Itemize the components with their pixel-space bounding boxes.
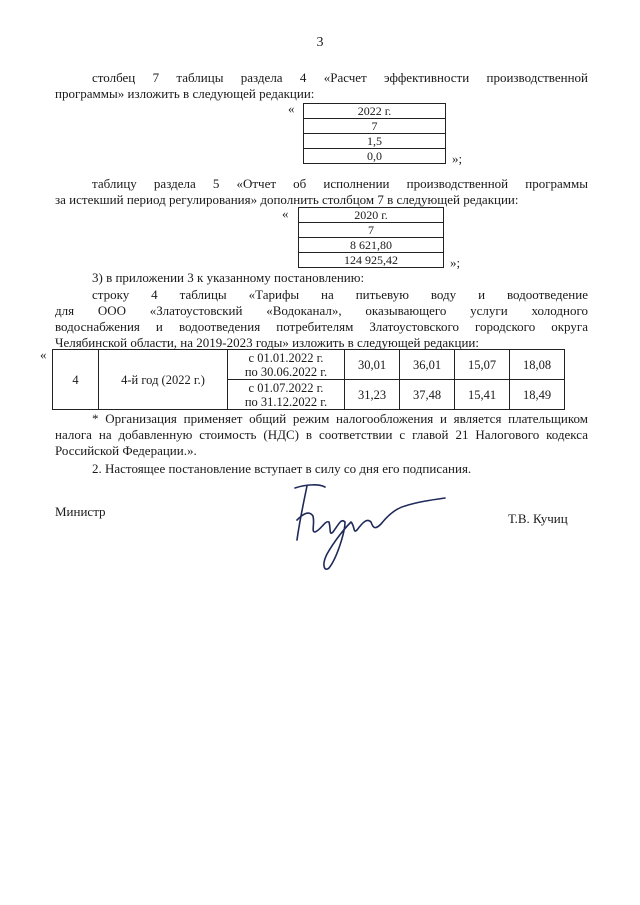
para4-line4: Челябинской области, на 2019-2023 годы» изложить в следующей редакции:	[55, 335, 479, 350]
table2-cell: 8 621,80	[299, 238, 444, 253]
table2-cell: 124 925,42	[299, 253, 444, 268]
value-cell: 18,49	[510, 380, 565, 410]
row-number: 4	[53, 350, 99, 410]
value-cell: 37,48	[400, 380, 455, 410]
para2-line1: таблицу раздела 5 «Отчет об исполнении производственной программы	[92, 176, 588, 191]
page-number: 3	[316, 35, 324, 50]
table1-cell: 7	[304, 119, 446, 134]
value-cell: 30,01	[345, 350, 400, 380]
table1	[303, 103, 446, 164]
para4-line1: строку 4 таблицы «Тарифы на питьевую воду и водоотведение	[92, 287, 588, 302]
table1-cell: 1,5	[304, 134, 446, 149]
para4-line2: для ООО «Златоустовский «Водоканал», оказывающего услуги холодного	[55, 303, 588, 318]
value-cell: 18,08	[510, 350, 565, 380]
para1-line2: программы» изложить в следующей редакции:	[55, 86, 315, 101]
footnote-line2: налога на добавленную стоимость (НДС) в соответствии с главой 21 Налогового кодекса	[55, 427, 588, 442]
para4-line3: водоснабжения и водоотведения потребителям Златоустовского городского округа	[55, 319, 588, 334]
period-cell	[228, 380, 345, 410]
table1-cell: 0,0	[304, 149, 446, 164]
table3-open-quote: «	[40, 347, 47, 362]
table1-open-quote: «	[288, 101, 295, 116]
period-to: по 30.06.2022 г.	[244, 364, 328, 379]
value-cell: 36,01	[400, 350, 455, 380]
table1-close: »;	[452, 151, 463, 166]
table-row	[53, 350, 565, 380]
para3-line1: 3) в приложении 3 к указанному постановлению:	[92, 270, 365, 285]
para5-line1: 2. Настоящее постановление вступает в силу со дня его подписания.	[92, 461, 472, 476]
period-from: с 01.01.2022 г.	[248, 350, 324, 365]
para1-line1: столбец 7 таблицы раздела 4 «Расчет эффективности производственной	[92, 70, 588, 85]
para2-line2: за истекший период регулирования» дополнить столбцом 7 в следующей редакции:	[55, 192, 519, 207]
handwritten-signature	[285, 480, 455, 575]
signatory-name: Т.В. Кучиц	[508, 511, 568, 526]
period-from: с 01.07.2022 г.	[248, 380, 324, 395]
value-cell: 31,23	[345, 380, 400, 410]
period-cell	[228, 350, 345, 380]
period-to: по 31.12.2022 г.	[244, 394, 328, 409]
table2-cell: 7	[299, 223, 444, 238]
footnote-line1: * Организация применяет общий режим налогообложения и является плательщиком	[92, 411, 588, 426]
signatory-position: Министр	[55, 504, 106, 519]
table2-cell: 2020 г.	[299, 208, 444, 223]
year-cell: 4-й год (2022 г.)	[99, 350, 228, 410]
table2-close: »;	[450, 255, 461, 270]
table2	[298, 207, 444, 268]
table1-cell: 2022 г.	[304, 104, 446, 119]
value-cell: 15,07	[455, 350, 510, 380]
tariff-table	[52, 349, 565, 410]
footnote-line3: Российской Федерации.».	[55, 443, 197, 458]
value-cell: 15,41	[455, 380, 510, 410]
table2-open-quote: «	[282, 206, 289, 221]
